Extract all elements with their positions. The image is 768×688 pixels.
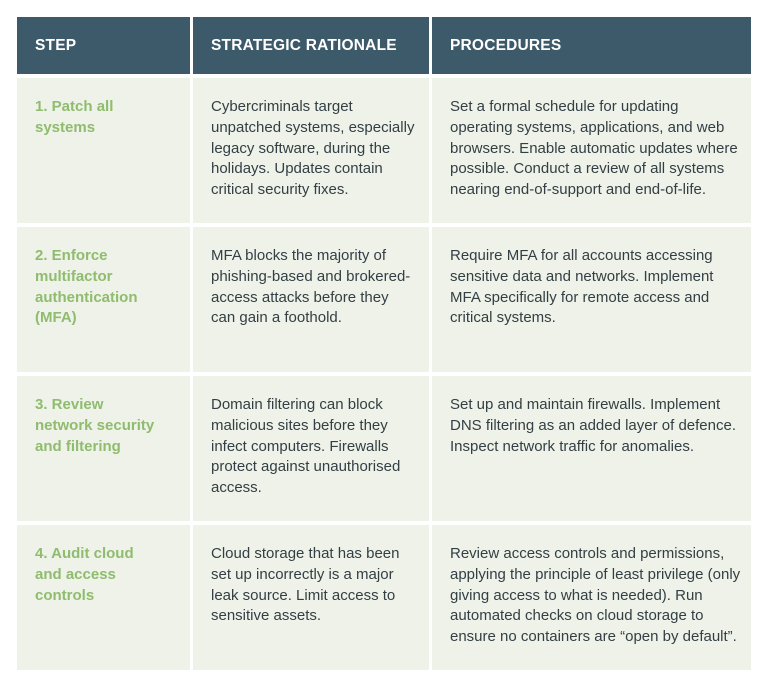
row-3-rationale: Domain filtering can block malicious sites before they infect computers. Firewalls protect against unauthorised access. [193, 376, 429, 521]
row-1-procedures: Set a formal schedule for updating operating systems, applications, and web browsers. Enable automatic updates where possible. Conduct a review of all systems nearing end-of-support and end-of-life. [432, 78, 751, 223]
row-1-rationale: Cybercriminals target unpatched systems, especially legacy software, during the holidays. Updates contain critical security fixes. [193, 78, 429, 223]
row-3-procedures: Set up and maintain firewalls. Implement DNS filtering as an added layer of defence. Inspect network traffic for anomalies. [432, 376, 751, 521]
row-4-rationale: Cloud storage that has been set up incorrectly is a major leak source. Limit access to sensitive assets. [193, 525, 429, 670]
row-4-procedures: Review access controls and permissions, applying the principle of least privilege (only giving access to what is needed). Run automated checks on cloud storage to ensure no containers are “open by default”. [432, 525, 751, 670]
row-2-procedures: Require MFA for all accounts accessing sensitive data and networks. Implement MFA specifically for remote access and critical systems. [432, 227, 751, 372]
row-4-step: 4. Audit cloud and access controls [17, 525, 190, 670]
header-strategic-rationale: STRATEGIC RATIONALE [193, 17, 429, 74]
row-2-rationale: MFA blocks the majority of phishing-based and brokered-access attacks before they can gain a foothold. [193, 227, 429, 372]
header-step: STEP [17, 17, 190, 74]
row-3-step: 3. Review network security and filtering [17, 376, 190, 521]
row-2-step: 2. Enforce multifactor authentication (MFA) [17, 227, 190, 372]
header-procedures: PROCEDURES [432, 17, 751, 74]
row-1-step: 1. Patch all systems [17, 78, 190, 223]
security-steps-table [17, 17, 751, 670]
